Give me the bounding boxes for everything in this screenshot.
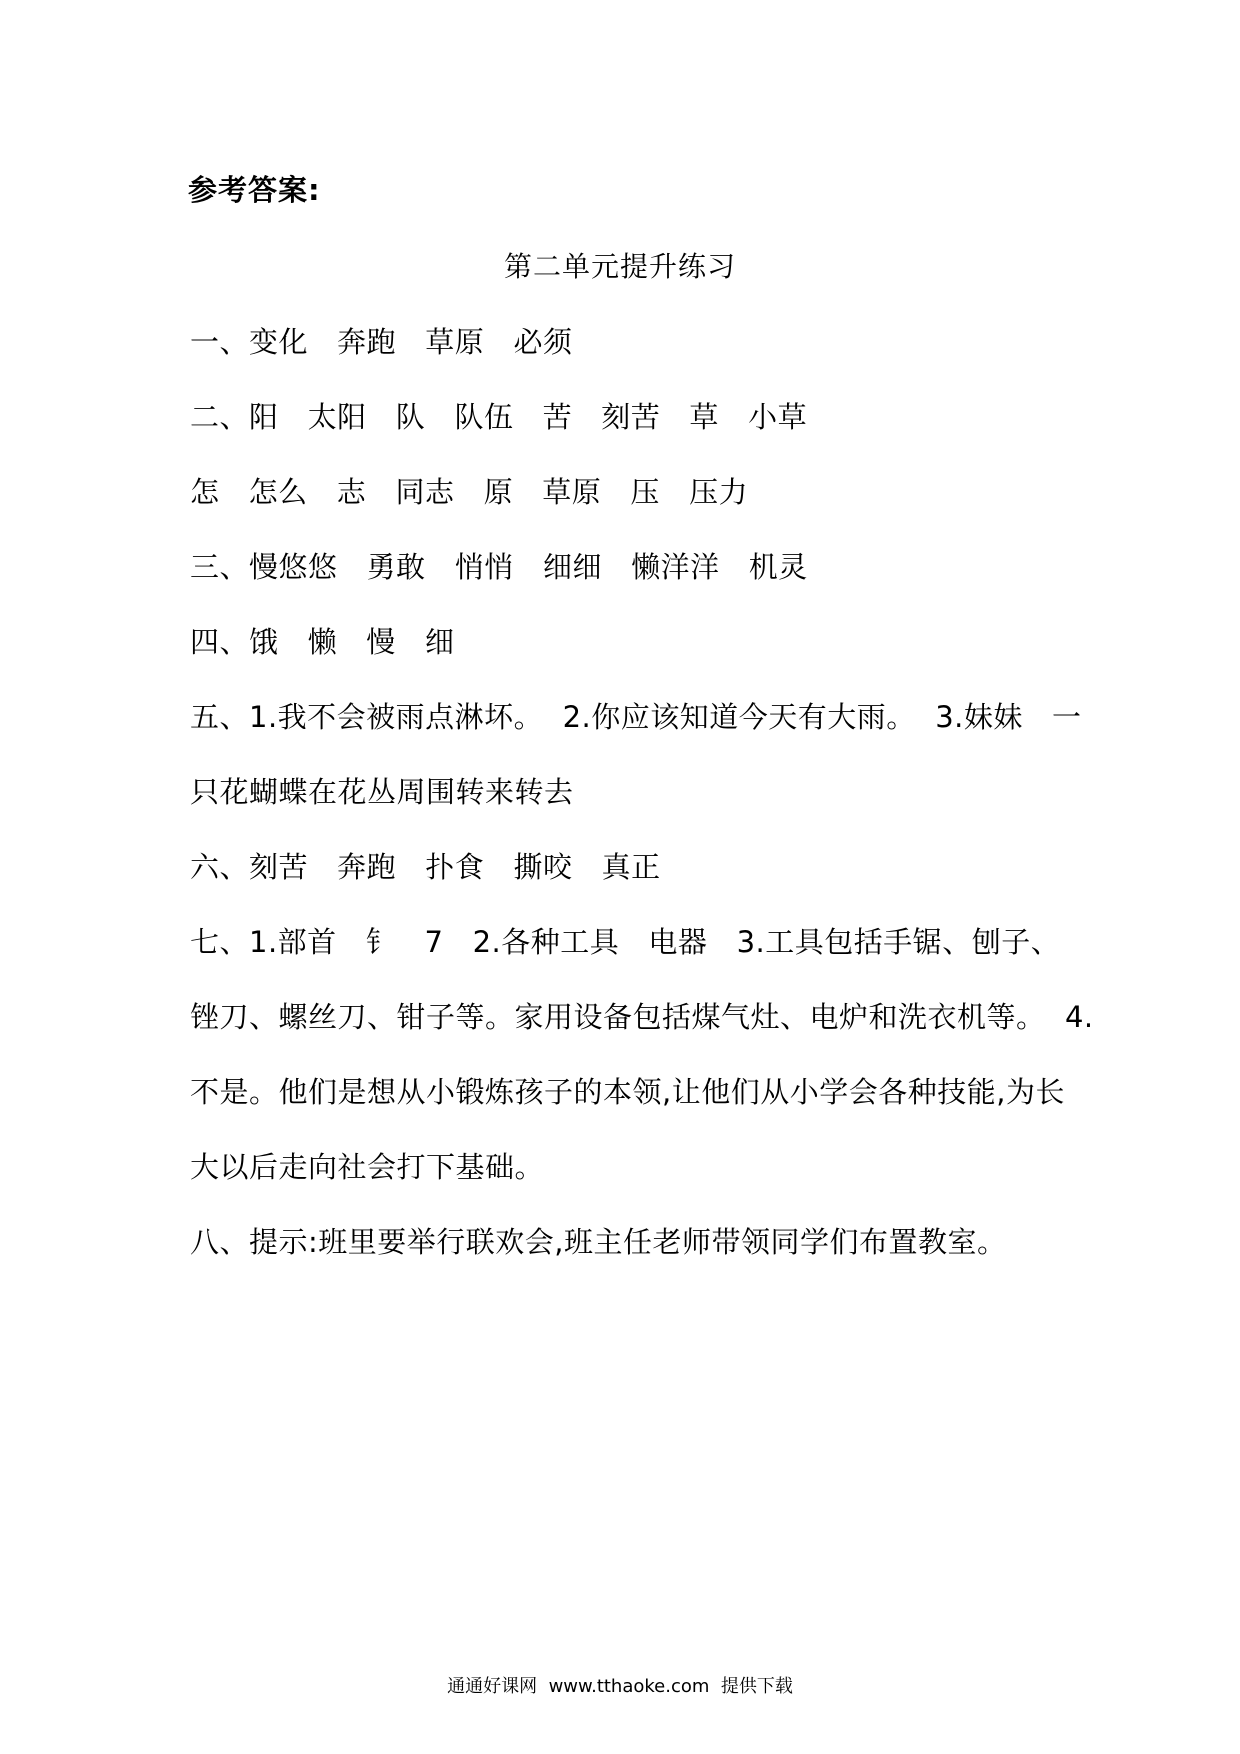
answer-line-7: 只花蝴蝶在花丛周围转来转去	[190, 775, 574, 809]
answer-line-2: 二、阳 太阳 队 队伍 苦 刻苦 草 小草	[190, 400, 808, 434]
answer-line-3: 怎 怎么 志 同志 原 草原 压 压力	[190, 475, 749, 509]
answer-line-9: 七、1.部首 钅 7 2.各种工具 电器 3.工具包括手锯、刨子、	[190, 925, 1061, 959]
answer-line-5: 四、饿 懒 慢 细	[190, 625, 455, 659]
answer-line-6: 五、1.我不会被雨点淋坏。 2.你应该知道今天有大雨。 3.妹妹 一	[190, 700, 1082, 734]
page-footer: 通通好课网 www.tthaoke.com 提供下载	[447, 1676, 793, 1697]
answer-line-10: 锉刀、螺丝刀、钳子等。家用设备包括煤气灶、电炉和洗衣机等。 4.	[190, 1000, 1094, 1034]
answer-line-13: 八、提示:班里要举行联欢会,班主任老师带领同学们布置教室。	[190, 1225, 1007, 1259]
answer-line-11: 不是。他们是想从小锻炼孩子的本领,让他们从小学会各种技能,为长	[190, 1075, 1065, 1109]
document-title: 第二单元提升练习	[503, 250, 736, 283]
answer-line-4: 三、慢悠悠 勇敢 悄悄 细细 懒洋洋 机灵	[190, 550, 808, 584]
answer-line-1: 一、变化 奔跑 草原 必须	[190, 325, 573, 359]
answer-heading: 参考答案:	[188, 173, 321, 207]
answer-line-8: 六、刻苦 奔跑 扑食 撕咬 真正	[190, 850, 661, 884]
answer-line-12: 大以后走向社会打下基础。	[190, 1150, 545, 1184]
